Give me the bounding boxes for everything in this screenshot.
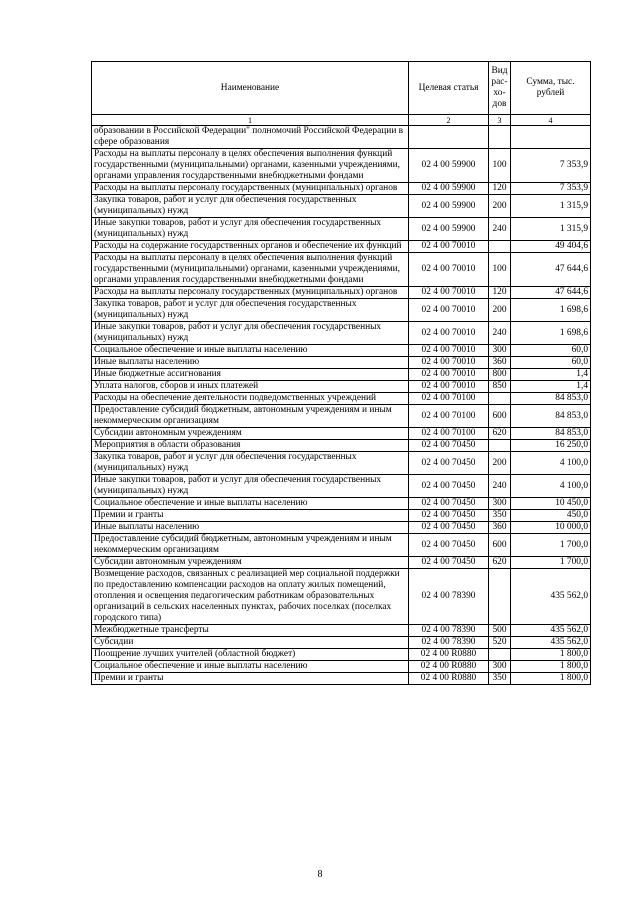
row-target-code: 02 4 00 70100: [409, 428, 489, 440]
row-sum: 7 353,9: [511, 149, 591, 183]
row-target-code: 02 4 00 59900: [409, 149, 489, 183]
row-expense-type: 350: [489, 673, 511, 685]
row-sum: 4 100,0: [511, 452, 591, 475]
table-row: [92, 498, 591, 510]
row-name: Предоставление субсидий бюджетным, автономным учреждениям и иным некоммерческим организациям: [92, 405, 409, 428]
row-sum: 1 315,9: [511, 195, 591, 218]
row-name: Межбюджетные трансферты: [92, 625, 409, 637]
header-type: Вид рас-хо-дов: [489, 62, 511, 115]
row-name: Иные закупки товаров, работ и услуг для обеспечения государственных (муниципальных) нужд: [92, 322, 409, 345]
row-name: Расходы на содержание государственных органов и обеспечение их функций: [92, 241, 409, 253]
row-sum: 84 853,0: [511, 393, 591, 405]
row-name: Мероприятия в области образования: [92, 440, 409, 452]
row-sum: 450,0: [511, 510, 591, 522]
row-name: Закупка товаров, работ и услуг для обеспечения государственных (муниципальных) нужд: [92, 452, 409, 475]
table-row: [92, 440, 591, 452]
row-expense-type: [489, 393, 511, 405]
table-row: [92, 661, 591, 673]
row-target-code: 02 4 00 70450: [409, 510, 489, 522]
row-target-code: 02 4 00 70450: [409, 475, 489, 498]
row-expense-type: [489, 569, 511, 625]
row-name: Закупка товаров, работ и услуг для обеспечения государственных (муниципальных) нужд: [92, 299, 409, 322]
row-target-code: 02 4 00 70450: [409, 452, 489, 475]
row-sum: 1 800,0: [511, 661, 591, 673]
table-row: [92, 357, 591, 369]
row-expense-type: 200: [489, 299, 511, 322]
table-row: [92, 649, 591, 661]
row-name: Субсидии автономным учреждениям: [92, 557, 409, 569]
column-number: 3: [489, 115, 511, 126]
row-name: Премии и гранты: [92, 673, 409, 685]
table-row: [92, 126, 591, 149]
row-target-code: 02 4 00 70010: [409, 357, 489, 369]
row-target-code: 02 4 00 70450: [409, 557, 489, 569]
row-expense-type: 600: [489, 534, 511, 557]
row-expense-type: 620: [489, 428, 511, 440]
row-name: Расходы на выплаты персоналу государственных (муниципальных) органов: [92, 287, 409, 299]
row-target-code: 02 4 00 70450: [409, 440, 489, 452]
table-row: [92, 241, 591, 253]
table-row: [92, 428, 591, 440]
budget-table: [91, 61, 591, 685]
row-target-code: 02 4 00 R0880: [409, 673, 489, 685]
row-expense-type: 600: [489, 405, 511, 428]
row-expense-type: [489, 126, 511, 149]
row-target-code: 02 4 00 70450: [409, 498, 489, 510]
table-row: [92, 149, 591, 183]
row-name: Субсидии автономным учреждениям: [92, 428, 409, 440]
row-target-code: 02 4 00 59900: [409, 195, 489, 218]
row-sum: 49 404,6: [511, 241, 591, 253]
row-name: Субсидии: [92, 637, 409, 649]
table-row: [92, 381, 591, 393]
row-name: Социальное обеспечение и иные выплаты населению: [92, 345, 409, 357]
row-target-code: 02 4 00 70450: [409, 534, 489, 557]
row-target-code: 02 4 00 59900: [409, 183, 489, 195]
row-expense-type: 620: [489, 557, 511, 569]
row-expense-type: 100: [489, 253, 511, 287]
column-number: 1: [92, 115, 409, 126]
row-expense-type: 350: [489, 510, 511, 522]
column-number: 4: [511, 115, 591, 126]
row-sum: 60,0: [511, 357, 591, 369]
row-sum: 1 700,0: [511, 534, 591, 557]
row-sum: 1,4: [511, 369, 591, 381]
row-name: Иные выплаты населению: [92, 357, 409, 369]
row-name: Иные бюджетные ассигнования: [92, 369, 409, 381]
table-row: [92, 183, 591, 195]
row-sum: 435 562,0: [511, 625, 591, 637]
row-expense-type: 120: [489, 183, 511, 195]
row-expense-type: 520: [489, 637, 511, 649]
row-expense-type: [489, 649, 511, 661]
row-expense-type: 120: [489, 287, 511, 299]
row-target-code: 02 4 00 70010: [409, 299, 489, 322]
row-sum: 7 353,9: [511, 183, 591, 195]
row-sum: 10 000,0: [511, 522, 591, 534]
row-sum: 1 800,0: [511, 673, 591, 685]
row-sum: 1 698,6: [511, 299, 591, 322]
row-target-code: 02 4 00 70010: [409, 322, 489, 345]
column-number-row: [92, 115, 591, 126]
header-code: Целевая статья: [409, 62, 489, 115]
page-number: 8: [317, 869, 323, 880]
row-expense-type: 240: [489, 475, 511, 498]
row-target-code: 02 4 00 70010: [409, 369, 489, 381]
row-sum: 84 853,0: [511, 428, 591, 440]
row-sum: 4 100,0: [511, 475, 591, 498]
row-name: образовании в Российской Федерации" полномочий Российской Федерации в сфере образования: [92, 126, 409, 149]
row-target-code: 02 4 00 78390: [409, 625, 489, 637]
row-target-code: 02 4 00 70450: [409, 522, 489, 534]
row-expense-type: 300: [489, 345, 511, 357]
row-target-code: 02 4 00 70100: [409, 405, 489, 428]
row-name: Предоставление субсидий бюджетным, автономным учреждениям и иным некоммерческим организациям: [92, 534, 409, 557]
table-row: [92, 322, 591, 345]
row-expense-type: 300: [489, 661, 511, 673]
row-name: Иные выплаты населению: [92, 522, 409, 534]
row-name: Премии и гранты: [92, 510, 409, 522]
row-target-code: 02 4 00 70010: [409, 287, 489, 299]
row-target-code: 02 4 00 R0880: [409, 661, 489, 673]
row-name: Расходы на выплаты персоналу в целях обеспечения выполнения функций государственными (муниципальными) органами, казенными учреждениями, органами управления государственными внебюджетными фондами: [92, 253, 409, 287]
table-row: [92, 287, 591, 299]
row-sum: 435 562,0: [511, 637, 591, 649]
table-row: [92, 253, 591, 287]
table-row: [92, 625, 591, 637]
row-target-code: 02 4 00 78390: [409, 569, 489, 625]
table-row: [92, 510, 591, 522]
row-sum: 84 853,0: [511, 405, 591, 428]
row-target-code: 02 4 00 70010: [409, 241, 489, 253]
row-expense-type: 800: [489, 369, 511, 381]
row-name: Закупка товаров, работ и услуг для обеспечения государственных (муниципальных) нужд: [92, 195, 409, 218]
row-name: Поощрение лучших учителей (областной бюджет): [92, 649, 409, 661]
header-sum: Сумма, тыс. рублей: [511, 62, 591, 115]
row-target-code: 02 4 00 70010: [409, 381, 489, 393]
row-target-code: 02 4 00 70100: [409, 393, 489, 405]
row-expense-type: 200: [489, 452, 511, 475]
row-expense-type: [489, 440, 511, 452]
table-row: [92, 569, 591, 625]
row-name: Расходы на выплаты персоналу в целях обеспечения выполнения функций государственными (муниципальными) органами, казенными учреждениями, органами управления государственными внебюджетными фондами: [92, 149, 409, 183]
row-target-code: 02 4 00 70010: [409, 345, 489, 357]
row-expense-type: 240: [489, 218, 511, 241]
row-name: Уплата налогов, сборов и иных платежей: [92, 381, 409, 393]
table-row: [92, 557, 591, 569]
table-row: [92, 299, 591, 322]
table-row: [92, 534, 591, 557]
table-row: [92, 452, 591, 475]
row-expense-type: 100: [489, 149, 511, 183]
table-row: [92, 405, 591, 428]
row-sum: 1 315,9: [511, 218, 591, 241]
row-name: Социальное обеспечение и иные выплаты населению: [92, 661, 409, 673]
row-expense-type: 360: [489, 522, 511, 534]
row-sum: 435 562,0: [511, 569, 591, 625]
row-expense-type: [489, 241, 511, 253]
table-header-row: [92, 62, 591, 115]
row-sum: 1 700,0: [511, 557, 591, 569]
row-sum: 1,4: [511, 381, 591, 393]
table-row: [92, 369, 591, 381]
row-sum: 1 698,6: [511, 322, 591, 345]
row-name: Иные закупки товаров, работ и услуг для обеспечения государственных (муниципальных) нужд: [92, 475, 409, 498]
table-row: [92, 475, 591, 498]
table-row: [92, 637, 591, 649]
row-sum: 47 644,6: [511, 253, 591, 287]
row-expense-type: 240: [489, 322, 511, 345]
row-target-code: 02 4 00 R0880: [409, 649, 489, 661]
row-expense-type: 200: [489, 195, 511, 218]
row-target-code: 02 4 00 59900: [409, 218, 489, 241]
row-target-code: 02 4 00 70010: [409, 253, 489, 287]
table-row: [92, 345, 591, 357]
row-sum: 47 644,6: [511, 287, 591, 299]
row-name: Иные закупки товаров, работ и услуг для обеспечения государственных (муниципальных) нужд: [92, 218, 409, 241]
row-sum: 10 450,0: [511, 498, 591, 510]
table-row: [92, 195, 591, 218]
row-sum: 16 250,0: [511, 440, 591, 452]
table-row: [92, 218, 591, 241]
row-name: Возмещение расходов, связанных с реализацией мер социальной поддержки по предоставлению компенсации расходов на оплату жилых помещений, отопления и освещения педагогическим работникам образовательных организаций в сельских населенных пунктах, рабочих поселках (поселках городского типа): [92, 569, 409, 625]
table-row: [92, 393, 591, 405]
header-name: Наименование: [92, 62, 409, 115]
row-name: Социальное обеспечение и иные выплаты населению: [92, 498, 409, 510]
row-expense-type: 300: [489, 498, 511, 510]
row-expense-type: 850: [489, 381, 511, 393]
row-sum: 60,0: [511, 345, 591, 357]
table-row: [92, 673, 591, 685]
row-target-code: 02 4 00 78390: [409, 637, 489, 649]
row-sum: 1 800,0: [511, 649, 591, 661]
row-expense-type: 500: [489, 625, 511, 637]
row-expense-type: 360: [489, 357, 511, 369]
row-name: Расходы на обеспечение деятельности подведомственных учреждений: [92, 393, 409, 405]
row-sum: [511, 126, 591, 149]
row-name: Расходы на выплаты персоналу государственных (муниципальных) органов: [92, 183, 409, 195]
row-target-code: [409, 126, 489, 149]
column-number: 2: [409, 115, 489, 126]
table-row: [92, 522, 591, 534]
